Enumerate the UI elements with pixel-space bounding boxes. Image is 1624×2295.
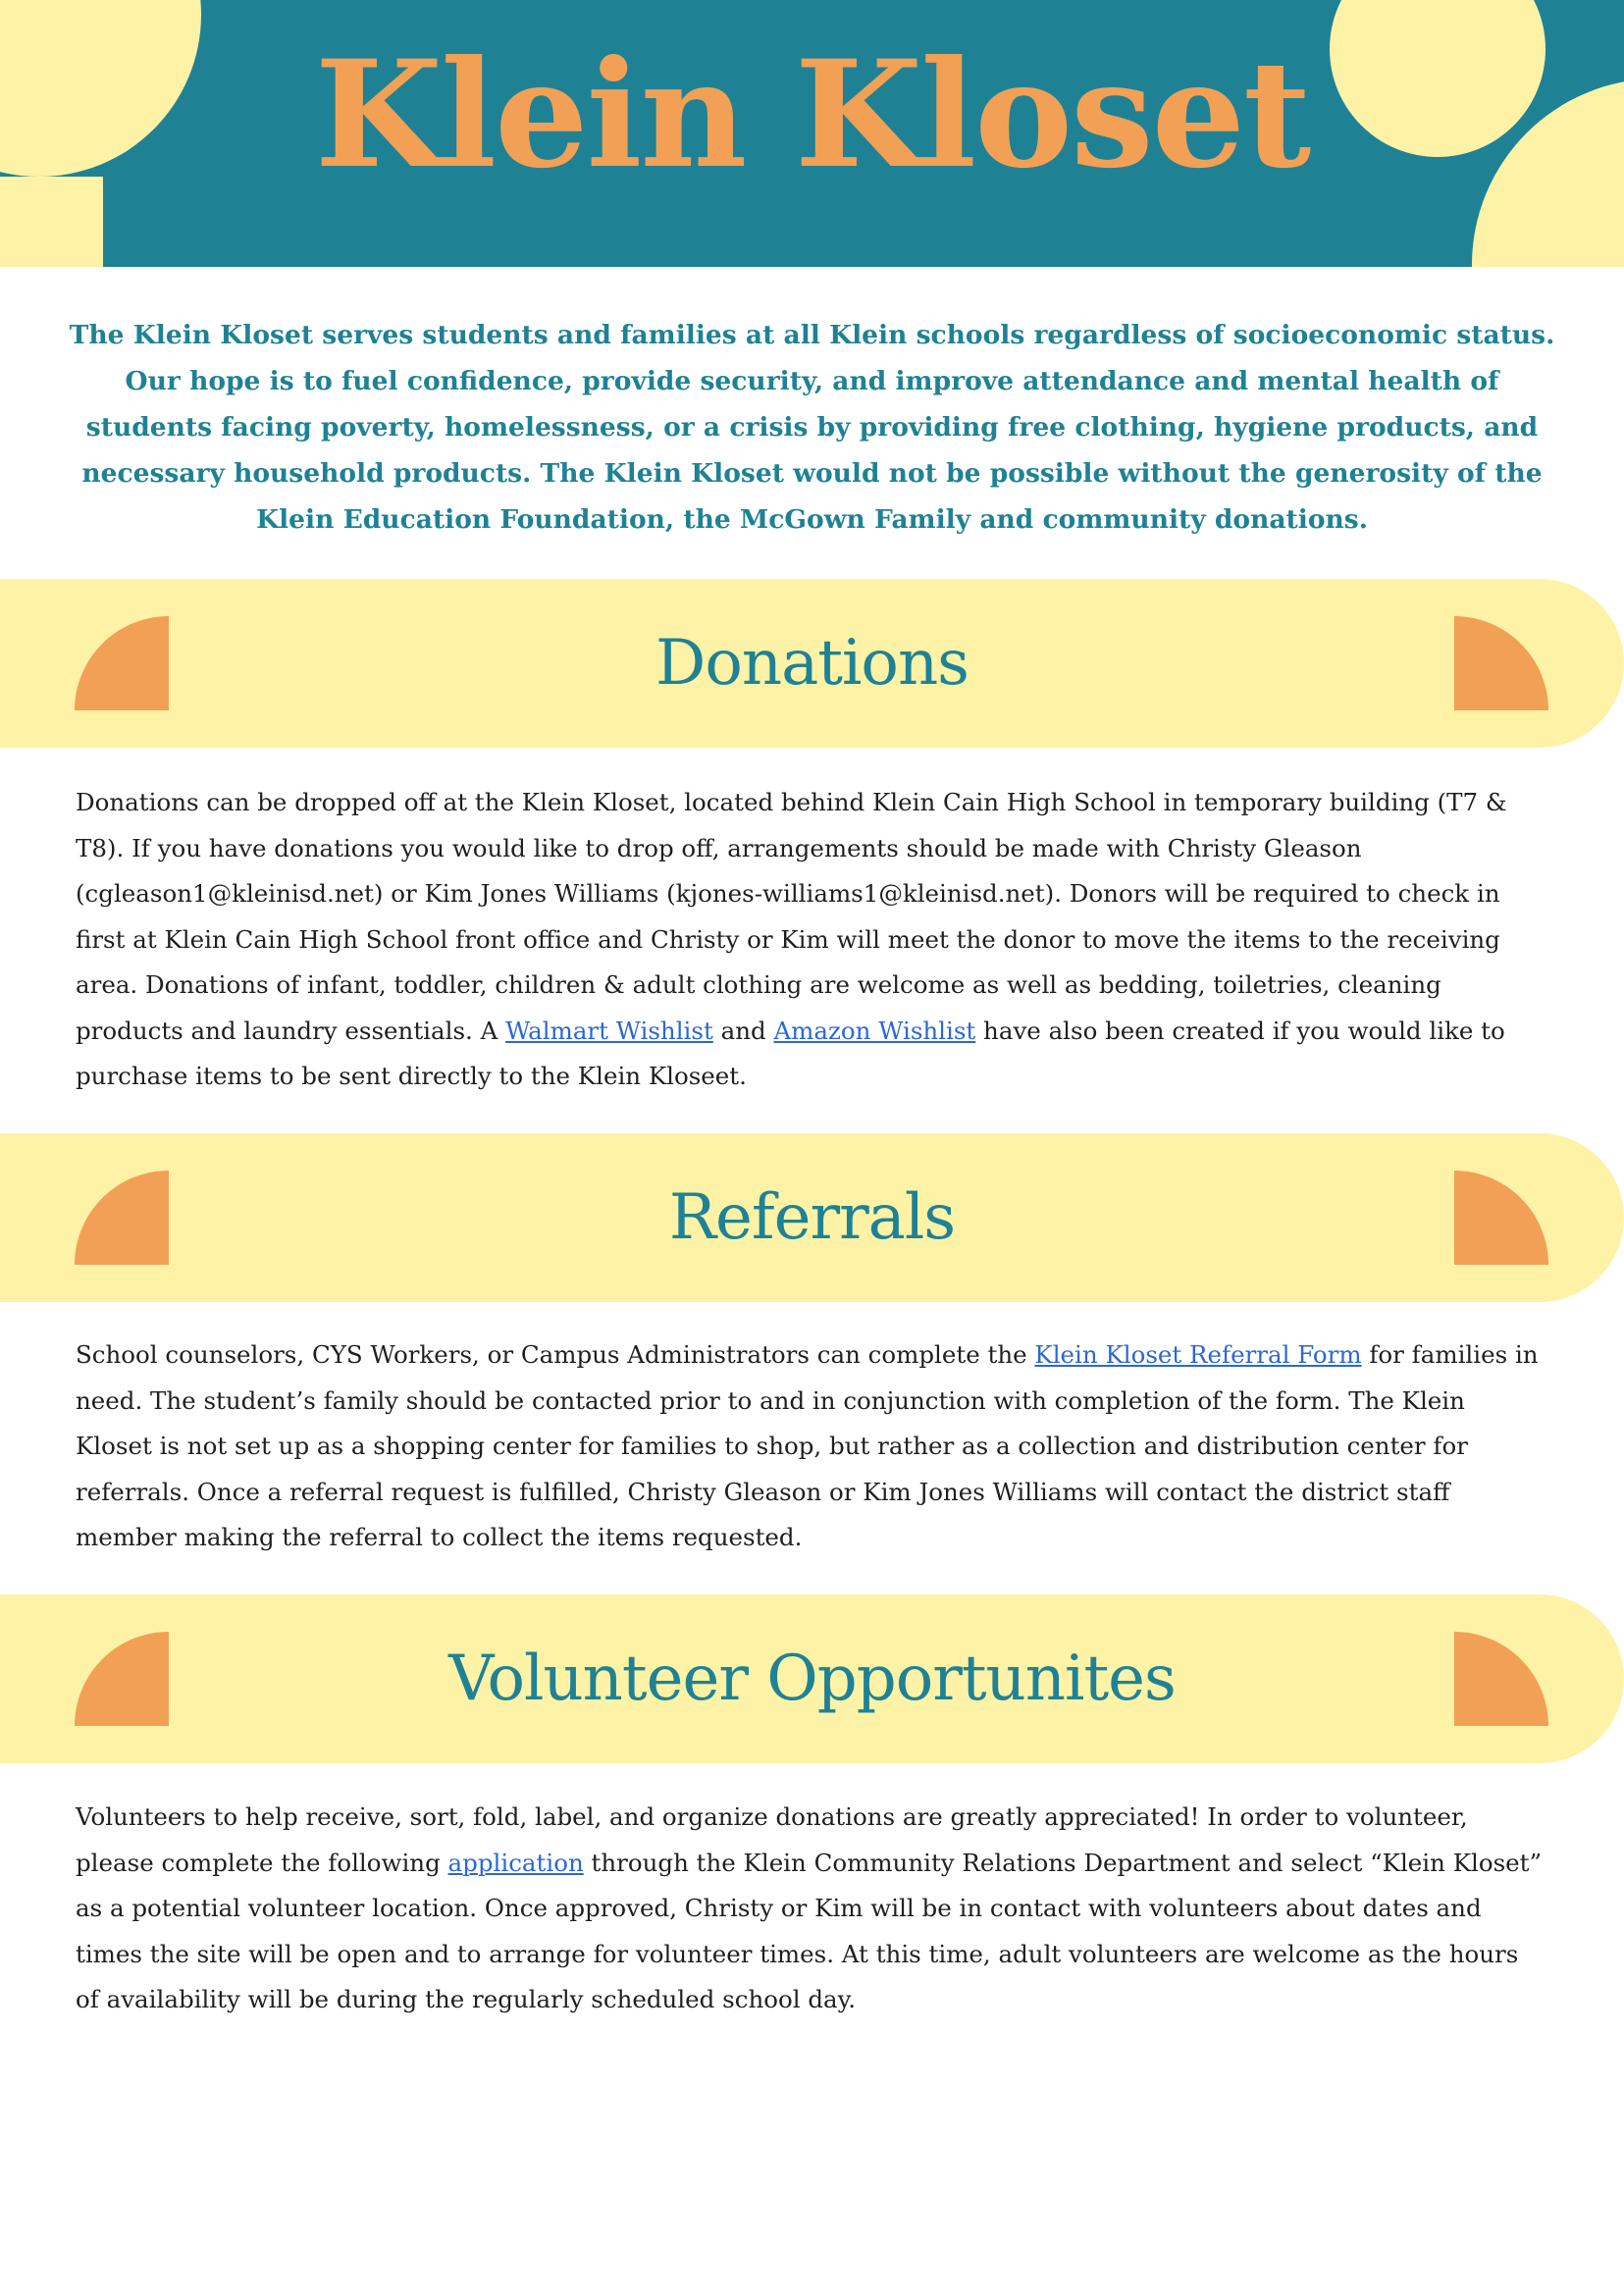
donations-paragraph (76, 780, 1547, 1100)
donations-text: and (712, 1016, 774, 1045)
donations-text: have also been created if you would like to purchase items to be sent directly to the Klein Kloseet. (76, 1016, 1505, 1090)
volunteer-text: Volunteers to help receive, sort, fold, label, and organize donations are greatly appreciated! In order to volunteer, please complete the following (76, 1802, 1468, 1877)
referrals-paragraph (76, 1332, 1547, 1561)
referrals-banner (0, 1133, 1624, 1302)
intro-paragraph: The Klein Kloset serves students and families at all Klein schools regardless of socioeconomic status. Our hope is to fuel confidence, provide security, and improve attendance and mental health of students facing poverty, homelessness, or a crisis by providing free clothing, hygiene products, and necessary household products. The Klein Kloset would not be possible without the generosity of the Klein Education Foundation, the McGown Family and community donations. (69, 320, 1555, 535)
page-title: Klein Kloset (314, 28, 1310, 201)
amazon-wishlist-link[interactable]: Amazon Wishlist (773, 1016, 976, 1045)
donations-heading: Donations (655, 627, 969, 700)
referrals-text: School counselors, CYS Workers, or Campus Administrators can complete the (76, 1340, 1035, 1369)
donations-banner (0, 579, 1624, 748)
application-link[interactable]: application (447, 1848, 584, 1877)
referrals-heading: Referrals (668, 1181, 956, 1254)
walmart-wishlist-link[interactable]: Walmart Wishlist (505, 1016, 713, 1045)
volunteer-paragraph (76, 1795, 1547, 2023)
volunteer-heading: Volunteer Opportunites (448, 1643, 1176, 1715)
donations-text: Donations can be dropped off at the Klein Kloset, located behind Klein Cain High School in temporary building (T7 & T8). If you have donations you would like to drop off, arrangements should be made with Christy Gleason (cgleason1@kleinisd.net) or Kim Jones Williams (kjones-williams1@kleinisd.net). Donors will be required to check in first at Klein Cain High School front office and Christy or Kim will meet the donor to move the items to the receiving area. Donations of infant, toddler, children & adult clothing are welcome as well as bedding, toiletries, cleaning products and laundry essentials. A (76, 788, 1507, 1045)
referral-form-link[interactable]: Klein Kloset Referral Form (1034, 1340, 1362, 1369)
referrals-text: for families in need. The student’s family should be contacted prior to and in conjunction with completion of the form. The Klein Kloset is not set up as a shopping center for families to shop, but rather as a collection and distribution center for referrals. Once a referral request is fulfilled, Christy Gleason or Kim Jones Williams will contact the district staff member making the referral to collect the items requested. (76, 1340, 1539, 1551)
header-banner (0, 0, 1624, 267)
volunteer-text: through the Klein Community Relations Department and select “Klein Kloset” as a potential volunteer location. Once approved, Christy or Kim will be in contact with volunteers about dates and times the site will be open and to arrange for volunteer times. At this time, adult volunteers are welcome as the hours of availability will be during the regularly scheduled school day. (76, 1848, 1543, 2013)
volunteer-banner (0, 1594, 1624, 1763)
